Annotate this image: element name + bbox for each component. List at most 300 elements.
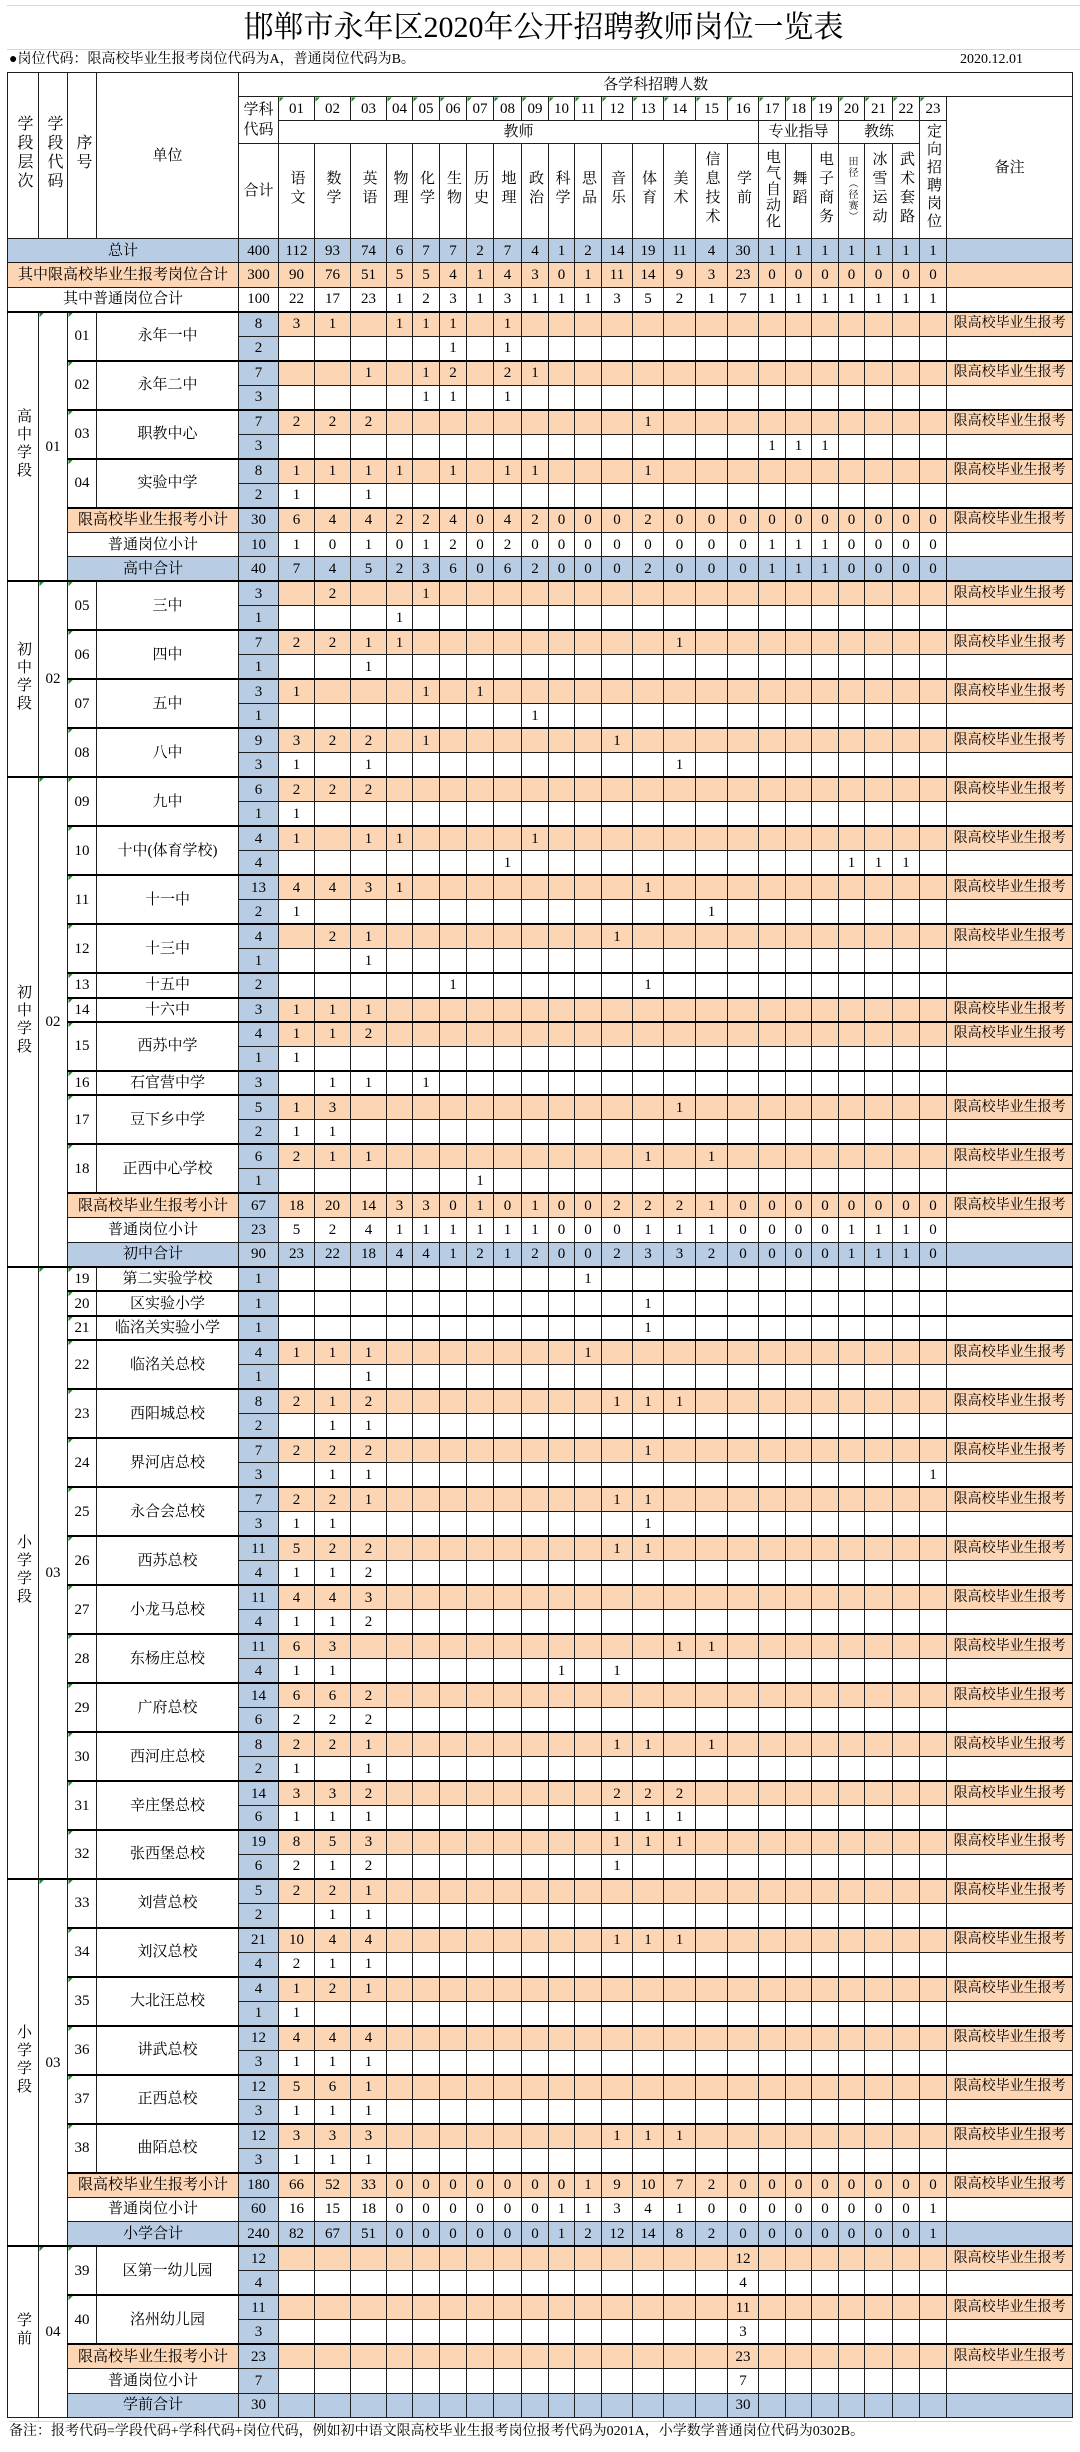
count-cell: [812, 2271, 839, 2295]
count-cell: [440, 2369, 467, 2393]
count-cell: [812, 1120, 839, 1144]
count-cell: [315, 704, 351, 728]
count-cell: [522, 434, 549, 458]
count-cell: 8: [279, 1830, 315, 1854]
count-cell: [494, 1879, 522, 1903]
count-cell: [728, 361, 759, 385]
remark-cell: 限高校毕业生报考: [947, 875, 1073, 899]
count-cell: 6: [494, 557, 522, 581]
count-cell: 18: [351, 1242, 387, 1266]
count-cell: [522, 655, 549, 679]
unit-name-cell: 九中: [97, 777, 239, 826]
count-cell: [549, 312, 575, 336]
count-cell: [893, 655, 920, 679]
count-cell: 2: [633, 557, 664, 581]
count-cell: [440, 1928, 467, 1952]
count-cell: [633, 2099, 664, 2123]
count-cell: 2: [351, 1781, 387, 1805]
count-cell: [549, 1536, 575, 1560]
count-cell: [522, 1365, 549, 1389]
count-cell: [633, 1414, 664, 1438]
count-cell: [893, 802, 920, 826]
total-cell: 1: [239, 1291, 279, 1315]
count-cell: [839, 2295, 865, 2319]
count-cell: 0: [728, 1218, 759, 1242]
footer-note: 备注：报考代码=学段代码+学科代码+岗位代码，例如初中语文限高校毕业生报考岗位报考代码为0201A，小学数学普通岗位代码为0302B。: [9, 2421, 1072, 2442]
count-cell: [387, 1046, 413, 1070]
count-cell: [812, 998, 839, 1022]
count-cell: [759, 1977, 786, 2001]
total-cell: 2: [239, 483, 279, 507]
count-cell: [633, 2075, 664, 2099]
seq-cell: 18: [68, 1144, 97, 1193]
count-cell: [786, 2050, 812, 2074]
count-cell: [440, 1022, 467, 1046]
count-cell: [865, 2393, 893, 2417]
seq-cell: 24: [68, 1438, 97, 1487]
subtotal-row: [8, 532, 1073, 556]
count-cell: [664, 998, 696, 1022]
count-cell: [602, 581, 633, 605]
count-cell: [549, 1903, 575, 1927]
total-cell: 4: [239, 924, 279, 948]
count-cell: [696, 1683, 728, 1707]
count-cell: [575, 1708, 602, 1732]
count-cell: [522, 2124, 549, 2148]
count-cell: 2: [440, 361, 467, 385]
count-cell: [786, 2393, 812, 2417]
count-cell: 5: [279, 1536, 315, 1560]
count-cell: [664, 606, 696, 630]
count-cell: 1: [494, 312, 522, 336]
count-cell: [664, 1267, 696, 1291]
count-cell: [602, 2271, 633, 2295]
count-cell: [839, 1634, 865, 1658]
count-cell: [602, 2148, 633, 2172]
count-cell: [696, 1071, 728, 1095]
count-cell: [494, 1144, 522, 1168]
count-cell: [664, 2001, 696, 2025]
count-cell: [549, 728, 575, 752]
total-cell: 1: [239, 655, 279, 679]
count-cell: 1: [633, 973, 664, 997]
count-cell: [664, 1732, 696, 1756]
count-cell: [467, 826, 494, 850]
count-cell: [522, 1708, 549, 1732]
remark-cell: [947, 606, 1073, 630]
total-cell: 2: [239, 900, 279, 924]
count-cell: [839, 410, 865, 434]
count-cell: [549, 1610, 575, 1634]
count-cell: 1: [279, 1977, 315, 2001]
count-cell: 1: [279, 826, 315, 850]
count-cell: [440, 1267, 467, 1291]
count-cell: [549, 1291, 575, 1315]
count-cell: [494, 1340, 522, 1364]
count-cell: [696, 949, 728, 973]
count-cell: 14: [633, 2222, 664, 2246]
remark-cell: [947, 1610, 1073, 1634]
count-cell: [664, 2050, 696, 2074]
table-row: [8, 1830, 1073, 1854]
count-cell: [865, 336, 893, 360]
count-cell: [602, 1365, 633, 1389]
count-cell: 1: [413, 728, 440, 752]
count-cell: [865, 2369, 893, 2393]
count-cell: [440, 753, 467, 777]
count-cell: 1: [602, 728, 633, 752]
stage-level-cell: [8, 581, 39, 777]
count-cell: [413, 1414, 440, 1438]
count-cell: [786, 851, 812, 875]
count-cell: 1: [279, 679, 315, 703]
count-cell: [413, 2026, 440, 2050]
count-cell: 4: [696, 239, 728, 263]
count-cell: 0: [575, 557, 602, 581]
table-row: [8, 1316, 1073, 1340]
count-cell: [467, 1879, 494, 1903]
count-cell: [575, 753, 602, 777]
count-cell: [351, 2320, 387, 2344]
count-cell: 0: [494, 2173, 522, 2197]
count-cell: [812, 777, 839, 801]
count-cell: [549, 1952, 575, 1976]
count-cell: 0: [893, 2197, 920, 2221]
count-cell: [812, 459, 839, 483]
count-cell: 1: [315, 1903, 351, 1927]
count-cell: [315, 2320, 351, 2344]
count-cell: [633, 1120, 664, 1144]
count-cell: [696, 1977, 728, 2001]
count-cell: [812, 2369, 839, 2393]
count-cell: 0: [920, 508, 947, 532]
count-cell: [522, 1487, 549, 1511]
count-cell: 0: [839, 532, 865, 556]
count-cell: 1: [351, 2050, 387, 2074]
count-cell: [467, 336, 494, 360]
count-cell: [633, 1463, 664, 1487]
count-cell: [728, 1903, 759, 1927]
count-cell: 1: [387, 312, 413, 336]
count-cell: [467, 1463, 494, 1487]
count-cell: 4: [440, 263, 467, 287]
unit-name-cell: 十中(体育学校): [97, 826, 239, 875]
count-cell: [522, 1830, 549, 1854]
count-cell: 0: [522, 532, 549, 556]
count-cell: [839, 728, 865, 752]
count-cell: [633, 581, 664, 605]
count-cell: 1: [664, 753, 696, 777]
count-cell: [865, 1267, 893, 1291]
count-cell: [467, 1438, 494, 1462]
count-cell: [494, 1854, 522, 1878]
count-cell: 3: [351, 1830, 387, 1854]
count-cell: [549, 2393, 575, 2417]
count-cell: [786, 1610, 812, 1634]
seq-cell: 10: [68, 826, 97, 875]
count-cell: [812, 1316, 839, 1340]
count-cell: [920, 924, 947, 948]
count-cell: [633, 1365, 664, 1389]
category-header: 教练: [839, 121, 920, 144]
count-cell: [893, 1414, 920, 1438]
count-cell: [696, 2099, 728, 2123]
total-cell: 8: [239, 312, 279, 336]
count-cell: [549, 679, 575, 703]
remark-cell: 限高校毕业生报考: [947, 728, 1073, 752]
count-cell: [812, 1022, 839, 1046]
table-row: [8, 1022, 1073, 1046]
remark-cell: [947, 1463, 1073, 1487]
count-cell: [522, 851, 549, 875]
count-cell: 0: [865, 263, 893, 287]
count-cell: [413, 1659, 440, 1683]
count-cell: [549, 753, 575, 777]
count-cell: [575, 1365, 602, 1389]
count-cell: [413, 1512, 440, 1536]
count-cell: [696, 1585, 728, 1609]
subject-name-cell: [279, 144, 315, 239]
count-cell: [549, 2295, 575, 2319]
count-cell: [549, 385, 575, 409]
remark-cell: [947, 1046, 1073, 1070]
count-cell: [728, 728, 759, 752]
table-row: [8, 1585, 1073, 1609]
count-cell: [633, 1854, 664, 1878]
count-cell: [839, 1781, 865, 1805]
count-cell: [839, 802, 865, 826]
seq-cell: 05: [68, 581, 97, 630]
count-cell: [786, 1046, 812, 1070]
count-cell: [786, 973, 812, 997]
count-cell: [413, 483, 440, 507]
count-cell: [351, 1659, 387, 1683]
count-cell: [759, 973, 786, 997]
count-cell: [602, 704, 633, 728]
count-cell: [812, 1830, 839, 1854]
count-cell: [494, 1389, 522, 1413]
count-cell: 2: [279, 630, 315, 654]
count-cell: [522, 728, 549, 752]
count-cell: [839, 1512, 865, 1536]
count-cell: [549, 1683, 575, 1707]
stage-code-cell: 01: [39, 312, 68, 581]
remark-cell: 限高校毕业生报考: [947, 1536, 1073, 1560]
count-cell: [467, 2344, 494, 2368]
count-cell: 1: [387, 875, 413, 899]
count-cell: [893, 1487, 920, 1511]
count-cell: [759, 2369, 786, 2393]
count-cell: [413, 1903, 440, 1927]
count-cell: [696, 2050, 728, 2074]
count-cell: [549, 2001, 575, 2025]
count-cell: [696, 1536, 728, 1560]
total-cell: 3: [239, 2320, 279, 2344]
count-cell: [413, 434, 440, 458]
count-cell: [786, 2001, 812, 2025]
count-cell: [467, 2246, 494, 2270]
seq-cell: 37: [68, 2075, 97, 2124]
count-cell: [413, 2075, 440, 2099]
count-cell: [602, 336, 633, 360]
total-cell: 4: [239, 826, 279, 850]
summary-row: [8, 287, 1073, 311]
count-cell: [467, 2124, 494, 2148]
count-cell: [920, 655, 947, 679]
count-cell: [440, 1046, 467, 1070]
count-cell: [387, 1879, 413, 1903]
count-cell: 2: [351, 1683, 387, 1707]
count-cell: [759, 630, 786, 654]
count-cell: [920, 679, 947, 703]
count-cell: [865, 1903, 893, 1927]
count-cell: 2: [664, 1193, 696, 1217]
count-cell: [786, 1634, 812, 1658]
count-cell: [494, 606, 522, 630]
count-cell: [728, 2001, 759, 2025]
count-cell: [865, 1169, 893, 1193]
count-cell: [413, 1610, 440, 1634]
count-cell: 1: [279, 1610, 315, 1634]
count-cell: [920, 1610, 947, 1634]
count-cell: 1: [696, 1218, 728, 1242]
stage-code-cell: 03: [39, 1267, 68, 1879]
subtotal-label: 学前合计: [68, 2393, 239, 2417]
count-cell: [920, 1340, 947, 1364]
count-cell: [440, 1585, 467, 1609]
count-cell: 0: [893, 2222, 920, 2246]
count-cell: 1: [315, 1512, 351, 1536]
count-cell: 0: [440, 2173, 467, 2197]
count-cell: 1: [759, 239, 786, 263]
count-cell: [522, 1903, 549, 1927]
count-cell: [728, 655, 759, 679]
total-cell: 4: [239, 1977, 279, 2001]
count-cell: [549, 1781, 575, 1805]
count-cell: [759, 312, 786, 336]
count-cell: 112: [279, 239, 315, 263]
count-cell: [467, 581, 494, 605]
count-cell: [440, 851, 467, 875]
count-cell: [387, 753, 413, 777]
count-cell: [549, 1854, 575, 1878]
count-cell: [602, 826, 633, 850]
count-cell: [467, 2393, 494, 2417]
count-cell: [575, 2320, 602, 2344]
count-cell: [467, 851, 494, 875]
remark-cell: [947, 1267, 1073, 1291]
total-cell: 6: [239, 1806, 279, 1830]
count-cell: 1: [279, 1022, 315, 1046]
count-cell: [387, 336, 413, 360]
remark-cell: [947, 239, 1073, 263]
count-cell: [387, 1732, 413, 1756]
count-cell: [812, 2001, 839, 2025]
count-cell: [664, 483, 696, 507]
count-cell: [839, 924, 865, 948]
count-cell: [467, 753, 494, 777]
count-cell: [315, 802, 351, 826]
count-cell: [279, 1071, 315, 1095]
count-cell: [839, 1046, 865, 1070]
count-cell: [549, 1463, 575, 1487]
count-cell: [920, 728, 947, 752]
count-cell: [440, 2001, 467, 2025]
remark-cell: 限高校毕业生报考: [947, 312, 1073, 336]
count-cell: [549, 1487, 575, 1511]
count-cell: [413, 777, 440, 801]
count-cell: 0: [467, 2197, 494, 2221]
remark-cell: 限高校毕业生报考: [947, 826, 1073, 850]
count-cell: [549, 1071, 575, 1095]
count-cell: [893, 483, 920, 507]
count-cell: 16: [279, 2197, 315, 2221]
count-cell: 0: [759, 2173, 786, 2197]
count-cell: 0: [467, 2173, 494, 2197]
count-cell: [575, 1610, 602, 1634]
count-cell: [920, 1022, 947, 1046]
count-cell: [839, 973, 865, 997]
subtotal-label: 普通岗位小计: [68, 1218, 239, 1242]
count-cell: 1: [575, 263, 602, 287]
count-cell: [696, 1095, 728, 1119]
stage-level-text: 学前: [15, 2311, 31, 2348]
count-cell: [812, 949, 839, 973]
count-cell: [440, 1463, 467, 1487]
count-cell: [575, 704, 602, 728]
count-cell: 0: [413, 2197, 440, 2221]
count-cell: [522, 1928, 549, 1952]
count-cell: [893, 434, 920, 458]
unit-name-cell: 三中: [97, 581, 239, 630]
count-cell: 3: [279, 2124, 315, 2148]
total-cell: 2: [239, 1120, 279, 1144]
count-cell: 0: [387, 2222, 413, 2246]
count-cell: 1: [812, 557, 839, 581]
count-cell: [522, 753, 549, 777]
count-cell: 2: [279, 777, 315, 801]
count-cell: [664, 1291, 696, 1315]
subject-name-text: 数学: [324, 169, 341, 208]
count-cell: [633, 1659, 664, 1683]
count-cell: [413, 826, 440, 850]
count-cell: 20: [315, 1193, 351, 1217]
count-cell: 3: [522, 263, 549, 287]
count-cell: [865, 1634, 893, 1658]
subtotal-row: [8, 2344, 1073, 2368]
count-cell: [920, 1120, 947, 1144]
count-cell: [575, 2148, 602, 2172]
count-cell: [865, 2148, 893, 2172]
count-cell: [494, 1316, 522, 1340]
count-cell: [575, 312, 602, 336]
count-cell: 0: [575, 1242, 602, 1266]
count-cell: 11: [602, 263, 633, 287]
count-cell: [633, 385, 664, 409]
count-cell: [413, 1928, 440, 1952]
count-cell: [920, 630, 947, 654]
count-cell: [812, 802, 839, 826]
total-cell: 1: [239, 606, 279, 630]
count-cell: [696, 973, 728, 997]
subject-code-cell: 20: [839, 97, 865, 121]
count-cell: 1: [602, 1806, 633, 1830]
count-cell: [759, 459, 786, 483]
count-cell: [633, 802, 664, 826]
count-cell: [893, 2246, 920, 2270]
count-cell: [786, 1291, 812, 1315]
count-cell: 1: [865, 851, 893, 875]
